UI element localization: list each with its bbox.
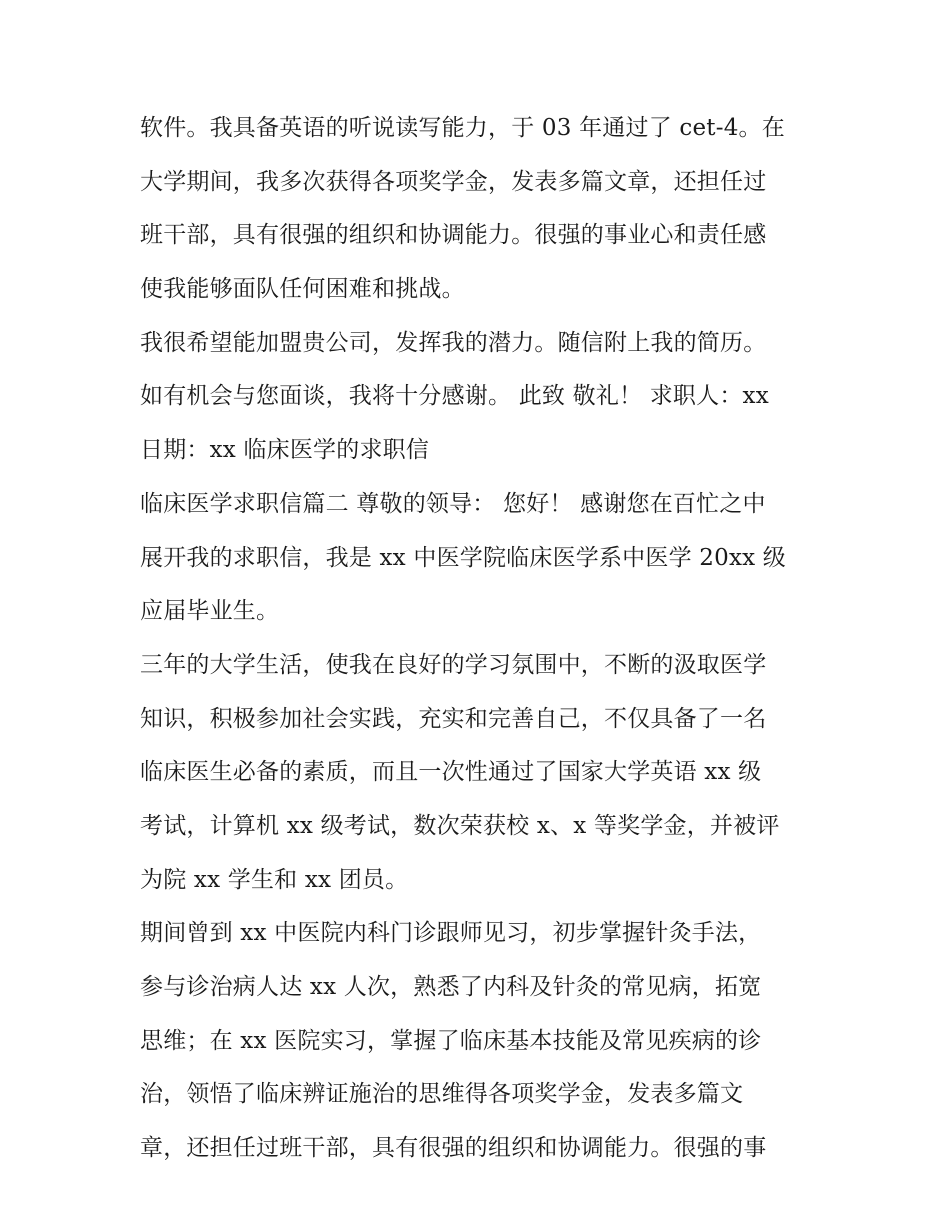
text-line: 使我能够面队任何困难和挑战。 xyxy=(140,276,465,303)
text-line: 治，领悟了临床辨证施治的思维得各项奖学金，发表多篇文 xyxy=(140,1081,744,1108)
text-line: 大学期间，我多次获得各项奖学金，发表多篇文章，还担任过 xyxy=(140,168,767,195)
text-line: 日期：xx 临床医学的求职信 xyxy=(140,437,430,464)
text-line: 章，还担任过班干部，具有很强的组织和协调能力。很强的事 xyxy=(140,1135,767,1162)
text-line: 考试，计算机 xx 级考试，数次荣获校 x、x 等奖学金，并被评 xyxy=(140,812,780,839)
text-line: 期间曾到 xx 中医院内科门诊跟师见习，初步掌握针灸手法， xyxy=(140,920,762,947)
text-line: 临床医生必备的素质，而且一次性通过了国家大学英语 xx 级 xyxy=(140,759,762,786)
text-line: 临床医学求职信篇二 尊敬的领导： 您好！ 感谢您在百忙之中 xyxy=(140,490,766,517)
letter-body xyxy=(140,102,820,1176)
text-line: 为院 xx 学生和 xx 团员。 xyxy=(140,866,409,893)
text-line: 思维；在 xx 医院实习，掌握了临床基本技能及常见疾病的诊 xyxy=(140,1027,762,1054)
text-line: 展开我的求职信，我是 xx 中医学院临床医学系中医学 20xx 级 xyxy=(140,544,786,571)
text-line: 如有机会与您面谈，我将十分感谢。 此致 敬礼！ 求职人：xx xyxy=(140,383,769,410)
text-line: 班干部，具有很强的组织和协调能力。很强的事业心和责任感 xyxy=(140,222,767,249)
text-line: 三年的大学生活，使我在良好的学习氛围中，不断的汲取医学 xyxy=(140,651,767,678)
text-line: 参与诊治病人达 xx 人次，熟悉了内科及针灸的常见病，拓宽 xyxy=(140,974,762,1000)
text-line: 应届毕业生。 xyxy=(140,598,280,625)
text-line: 知识，积极参加社会实践，充实和完善自己，不仅具备了一名 xyxy=(140,705,767,732)
text-line: 软件。我具备英语的听说读写能力，于 03 年通过了 cet-4。在 xyxy=(140,115,785,141)
text-line: 我很希望能加盟贵公司，发挥我的潜力。随信附上我的简历。 xyxy=(140,329,767,356)
